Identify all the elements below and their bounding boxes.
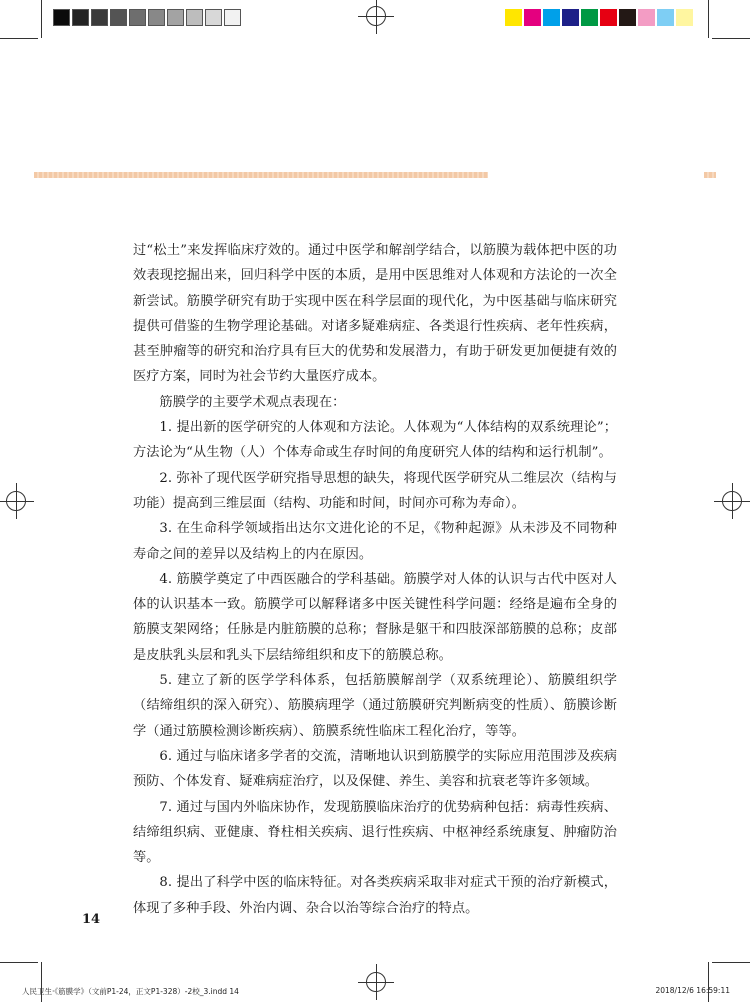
header-decoration-band-end — [704, 172, 716, 178]
registration-mark-top — [366, 6, 386, 26]
gray-swatch — [129, 9, 146, 26]
registration-mark-right — [722, 491, 742, 511]
paragraph-continuation: 过“松土”来发挥临床疗效的。通过中医学和解剖学结合，以筋膜为载体把中医的功效表现挖掘出来，回归科学中医的本质，是用中医思维对人体观和方法论的一次全新尝试。筋膜学研究有助于实现中医在科学层面的现代化，为中医基础与临床研究提供可借鉴的生物学理论基础。对诸多疑难病症、各类退行性疾病、老年性疾病，甚至肿瘤等的研究和治疗具有巨大的优势和发展潜力，有助于研发更加便捷有效的医疗方案，同时为社会节约大量医疗成本。 — [133, 243, 617, 385]
print-slug-timestamp: 2018/12/6 16:59:11 — [655, 986, 730, 995]
paragraph-point-5: 5. 建立了新的医学学科体系，包括筋膜解剖学（双系统理论）、筋膜组织学（结缔组织的深入研究）、筋膜病理学（通过筋膜研究判断病变的性质）、筋膜诊断学（通过筋膜检测诊断疾病）、筋膜系统性临床工程化治疗，等等。 — [133, 673, 617, 739]
paragraph-point-8: 8. 提出了科学中医的临床特征。对各类疾病采取非对症式干预的治疗新模式，体现了多种手段、外治内调、杂合以治等综合治疗的特点。 — [133, 875, 617, 916]
color-swatch — [524, 9, 541, 26]
gray-swatch — [110, 9, 127, 26]
print-slug-file: 人民卫生·《筋膜学》（文前P1-24，正文P1-328）-2校_3.indd 14 — [22, 987, 239, 996]
gray-swatch — [91, 9, 108, 26]
paragraph-point-2: 2. 弥补了现代医学研究指导思想的缺失，将现代医学研究从二维层次（结构与功能）提高到三维层面（结构、功能和时间，时间亦可称为寿命）。 — [133, 470, 617, 511]
registration-mark-left — [6, 491, 26, 511]
color-swatch — [581, 9, 598, 26]
paragraph-intro: 筋膜学的主要学术观点表现在： — [159, 394, 346, 410]
color-swatch — [505, 9, 522, 26]
color-swatch — [619, 9, 636, 26]
crop-mark — [708, 962, 709, 1002]
paragraph-point-4: 4. 筋膜学奠定了中西医融合的学科基础。筋膜学对人体的认识与古代中医对人体的认识基本一致。筋膜学可以解释诸多中医关键性科学问题：经络是遍布全身的筋膜支架网络；任脉是内脏筋膜的总称；督脉是躯干和四肢深部筋膜的总称；皮部是皮肤乳头层和乳头下层结缔组织和皮下的筋膜总称。 — [133, 571, 617, 663]
gray-swatch — [53, 9, 70, 26]
gray-swatch — [167, 9, 184, 26]
gray-swatch — [186, 9, 203, 26]
crop-mark — [0, 962, 38, 963]
gray-swatch — [72, 9, 89, 26]
color-swatch — [657, 9, 674, 26]
page-number: 14 — [82, 912, 101, 927]
grayscale-color-bar — [53, 0, 248, 30]
crop-mark — [708, 0, 709, 38]
color-swatch — [543, 9, 560, 26]
gray-swatch — [205, 9, 222, 26]
paragraph-point-7: 7. 通过与国内外临床协作，发现筋膜临床治疗的优势病种包括：病毒性疾病、结缔组织病、亚健康、脊柱相关疾病、退行性疾病、中枢神经系统康复、肿瘤防治等。 — [133, 799, 617, 866]
color-swatch — [562, 9, 579, 26]
gray-swatch — [148, 9, 165, 26]
crop-mark — [0, 38, 38, 39]
color-swatch — [676, 9, 693, 26]
crop-mark — [41, 0, 42, 38]
registration-mark-bottom — [366, 972, 386, 992]
color-swatch — [600, 9, 617, 26]
crop-mark — [712, 38, 750, 39]
paragraph-point-1: 1. 提出新的医学研究的人体观和方法论。人体观为“人体结构的双系统理论”；方法论为“从生物（人）个体寿命或生存时间的角度研究人体的结构和运行机制”。 — [133, 420, 617, 461]
process-color-bar — [505, 0, 700, 30]
gray-swatch — [224, 9, 241, 26]
paragraph-point-3: 3. 在生命科学领域指出达尔文进化论的不足，《物种起源》从未涉及不同物种寿命之间的差异以及结构上的内在原因。 — [133, 521, 617, 562]
color-swatch — [638, 9, 655, 26]
crop-mark — [712, 962, 750, 963]
paragraph-point-6: 6. 通过与临床诸多学者的交流，清晰地认识到筋膜学的实际应用范围涉及疾病预防、个体发育、疑难病症治疗，以及保健、养生、美容和抗衰老等许多领域。 — [133, 748, 617, 790]
header-decoration-band — [34, 172, 488, 178]
body-text — [133, 238, 617, 921]
